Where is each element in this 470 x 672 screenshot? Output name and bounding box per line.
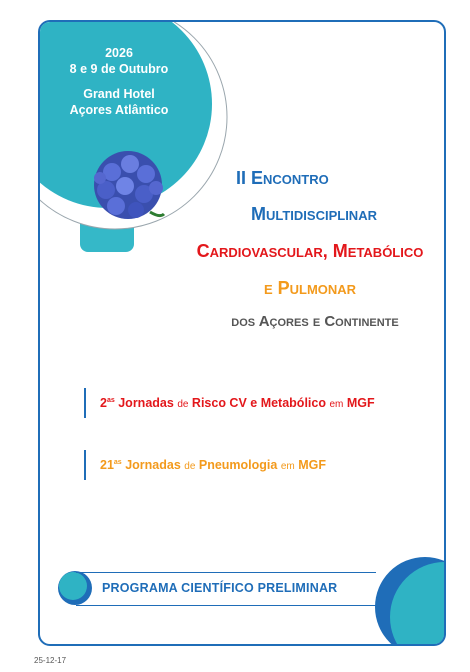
- jornada-prep: de: [177, 399, 189, 410]
- jornada-ordinal: 2: [100, 396, 107, 410]
- jornada-suffix: as: [113, 458, 122, 466]
- venue-line-1: Grand Hotel: [83, 87, 155, 101]
- jornada-prep2: em: [280, 461, 295, 472]
- event-info: [58, 45, 180, 118]
- title-line-5: dos Açores e Continente: [231, 313, 399, 330]
- jornada-topic: Risco CV e Metabólico: [191, 396, 326, 410]
- event-year: 2026: [105, 46, 133, 60]
- title-line-3: Cardiovascular, Metabólico: [196, 241, 424, 261]
- document-frame: [38, 20, 446, 646]
- jornada-item-2: [84, 450, 326, 480]
- program-label: PROGRAMA CIENTÍFICO PRELIMINAR: [102, 581, 338, 595]
- venue-line-2: Açores Atlântico: [69, 103, 169, 117]
- title-line-1: II Encontro: [236, 168, 329, 188]
- jornada-prep2: em: [329, 399, 344, 410]
- event-dates: 8 e 9 de Outubro: [69, 62, 169, 76]
- jornada-item-1: [84, 388, 375, 418]
- jornada-suffix: as: [106, 396, 115, 404]
- title-line-4: e Pulmonar: [263, 278, 357, 298]
- jornada-ordinal: 21: [100, 458, 114, 472]
- jornada-word: Jornadas: [125, 458, 181, 472]
- jornada-org: MGF: [298, 458, 327, 472]
- jornada-word: Jornadas: [118, 396, 174, 410]
- jornada-prep: de: [184, 461, 196, 472]
- jornada-topic: Pneumologia: [198, 458, 278, 472]
- document-code: 25-12-17: [34, 656, 67, 665]
- title-line-2: Multidisciplinar: [251, 204, 377, 224]
- jornada-org: MGF: [346, 396, 375, 410]
